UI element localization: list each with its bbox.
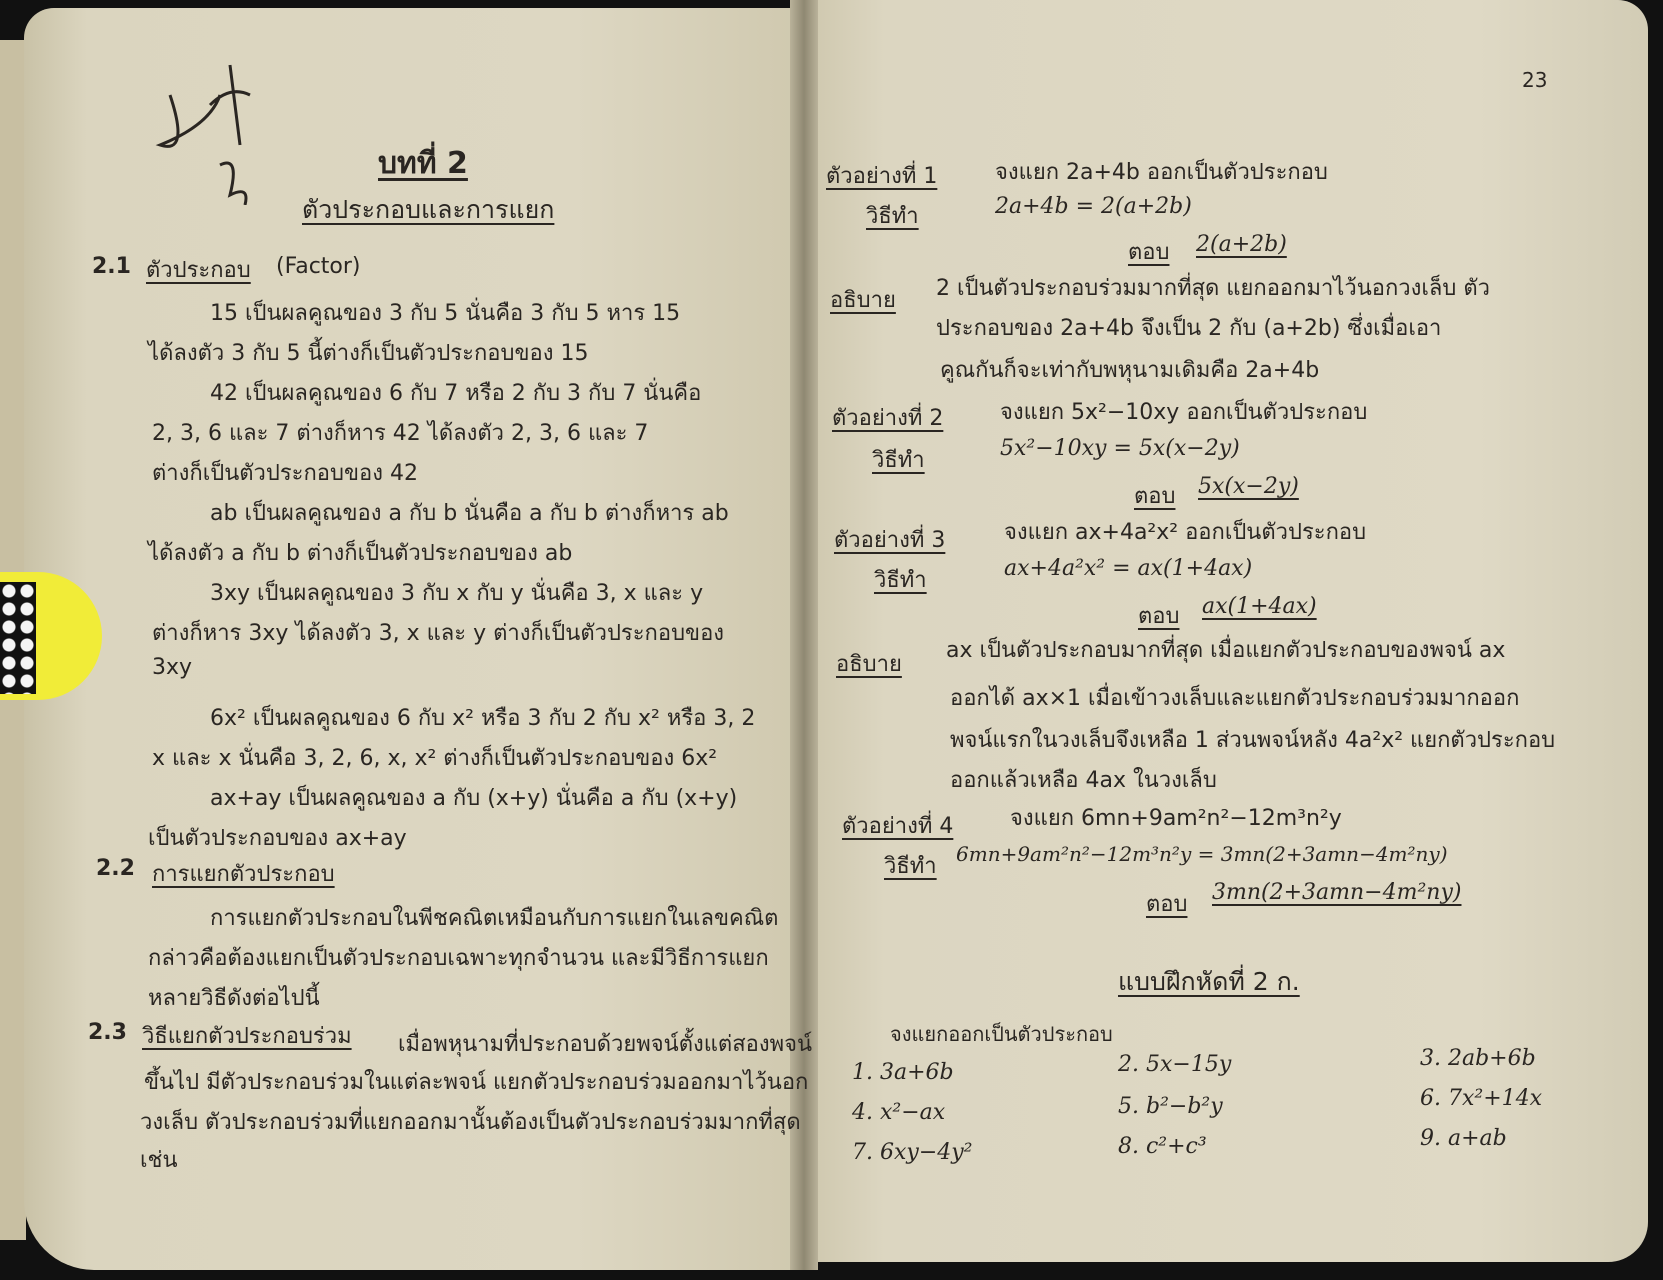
text-line: 3xy เป็นผลคูณของ 3 กับ x กับ y นั่นคือ 3, x และ y [210,581,704,606]
handwritten-signature [150,55,270,205]
text-line: ขึ้นไป มีตัวประกอบร่วมในแต่ละพจน์ แยกตัวประกอบร่วมออกมาไว้นอก [144,1070,809,1095]
text-line: เมื่อพหุนามที่ประกอบด้วยพจน์ตั้งแต่สองพจน์ [398,1032,813,1057]
method-label: วิธีทำ [872,448,925,473]
text-line: 6x² เป็นผลคูณของ 6 กับ x² หรือ 3 กับ 2 กับ x² หรือ 3, 2 [210,706,756,731]
example-label: ตัวอย่างที่ 3 [834,528,946,553]
exercise-item: 3. 2ab+6b [1420,1046,1536,1071]
exercise-instruction: จงแยกออกเป็นตัวประกอบ [890,1022,1113,1046]
exercise-item: 8. c²+c³ [1118,1134,1207,1159]
section-number: 2.2 [96,856,135,881]
answer-label: ตอบ [1134,484,1176,509]
text-line: ab เป็นผลคูณของ a กับ b นั่นคือ a กับ b ต่างก็หาร ab [210,501,729,526]
exercise-item: 6. 7x²+14x [1420,1086,1543,1111]
answer-text: 2(a+2b) [1196,232,1287,257]
method-text: 2a+4b = 2(a+2b) [995,194,1192,219]
explain-text: ประกอบของ 2a+4b จึงเป็น 2 กับ (a+2b) ซึ่งเมื่อเอา [936,316,1442,341]
exercise-item: 4. x²−ax [852,1100,946,1125]
text-line: ต่างก็หาร 3xy ได้ลงตัว 3, x และ y ต่างก็เป็นตัวประกอบของ [152,621,725,646]
text-line: 3xy [152,655,193,680]
answer-text: 3mn(2+3amn−4m²ny) [1212,880,1462,905]
answer-label: ตอบ [1138,604,1180,629]
explain-label: อธิบาย [836,652,902,677]
method-label: วิธีทำ [866,204,919,229]
explain-label: อธิบาย [830,288,896,313]
section-number: 2.3 [88,1020,127,1045]
explain-text: พจน์แรกในวงเล็บจึงเหลือ 1 ส่วนพจน์หลัง 4a²x² แยกตัวประกอบ [950,728,1556,753]
text-line: 42 เป็นผลคูณของ 6 กับ 7 หรือ 2 กับ 3 กับ 7 นั่นคือ [210,381,702,406]
text-line: การแยกตัวประกอบในพีชคณิตเหมือนกับการแยกในเลขคณิต [210,906,779,931]
text-line: เป็นตัวประกอบของ ax+ay [148,826,407,851]
method-label: วิธีทำ [874,568,927,593]
exercise-title: แบบฝึกหัดที่ 2 ก. [1118,967,1300,996]
text-line: 15 เป็นผลคูณของ 3 กับ 5 นั่นคือ 3 กับ 5 หาร 15 [210,301,681,326]
example-text: จงแยก 5x²−10xy ออกเป็นตัวประกอบ [1000,400,1368,425]
chapter-heading: บทที่ 2 [378,146,468,181]
method-text: ax+4a²x² = ax(1+4ax) [1004,556,1253,581]
method-text: 6mn+9am²n²−12m³n²y = 3mn(2+3amn−4m²ny) [956,842,1448,866]
answer-text: 5x(x−2y) [1198,474,1299,499]
section-title: วิธีแยกตัวประกอบร่วม [142,1024,352,1049]
example-text: จงแยก 6mn+9am²n²−12m³n²y [1010,806,1342,831]
exercise-item: 2. 5x−15y [1118,1052,1232,1077]
explain-text: ax เป็นตัวประกอบมากที่สุด เมื่อแยกตัวประกอบของพจน์ ax [946,638,1506,663]
explain-text: คูณกันก็จะเท่ากับพหุนามเดิมคือ 2a+4b [940,358,1320,383]
answer-label: ตอบ [1128,240,1170,265]
text-line: หลายวิธีดังต่อไปนี้ [148,986,320,1011]
exercise-item: 9. a+ab [1420,1126,1507,1151]
text-line: x และ x นั่นคือ 3, 2, 6, x, x² ต่างก็เป็นตัวประกอบของ 6x² [152,746,718,771]
section-title: ตัวประกอบ [146,258,251,283]
example-label: ตัวอย่างที่ 4 [842,814,954,839]
method-label: วิธีทำ [884,854,937,879]
text-line: วงเล็บ ตัวประกอบร่วมที่แยกออกมานั้นต้องเป็นตัวประกอบร่วมมากที่สุด [140,1110,801,1135]
text-line: ได้ลงตัว a กับ b ต่างก็เป็นตัวประกอบของ ab [148,541,573,566]
text-line: ได้ลงตัว 3 กับ 5 นี้ต่างก็เป็นตัวประกอบของ 15 [148,341,589,366]
text-line: ต่างก็เป็นตัวประกอบของ 42 [152,461,418,486]
explain-text: ออกได้ ax×1 เมื่อเข้าวงเล็บและแยกตัวประกอบร่วมมากออก [950,686,1520,711]
text-line: ax+ay เป็นผลคูณของ a กับ (x+y) นั่นคือ a กับ (x+y) [210,786,738,811]
clip-dots [0,582,36,694]
exercise-item: 1. 3a+6b [852,1060,954,1085]
example-text: จงแยก ax+4a²x² ออกเป็นตัวประกอบ [1004,520,1367,545]
answer-text: ax(1+4ax) [1202,594,1317,619]
page-number: 23 [1522,68,1548,92]
method-text: 5x²−10xy = 5x(x−2y) [1000,436,1240,461]
text-line: กล่าวคือต้องแยกเป็นตัวประกอบเฉพาะทุกจำนวน และมีวิธีการแยก [148,946,769,971]
explain-text: ออกแล้วเหลือ 4ax ในวงเล็บ [950,768,1217,793]
exercise-item: 5. b²−b²y [1118,1094,1223,1119]
example-text: จงแยก 2a+4b ออกเป็นตัวประกอบ [995,160,1328,185]
example-label: ตัวอย่างที่ 2 [832,406,944,431]
chapter-title: ตัวประกอบและการแยก [302,195,555,224]
text-line: 2, 3, 6 และ 7 ต่างก็หาร 42 ได้ลงตัว 2, 3, 6 และ 7 [152,421,649,446]
exercise-item: 7. 6xy−4y² [852,1140,973,1165]
text-line: เช่น [140,1148,178,1173]
section-title: การแยกตัวประกอบ [152,862,335,887]
section-suffix: (Factor) [276,254,361,279]
explain-text: 2 เป็นตัวประกอบร่วมมากที่สุด แยกออกมาไว้นอกวงเล็บ ตัว [936,276,1490,301]
section-number: 2.1 [92,254,131,279]
answer-label: ตอบ [1146,892,1188,917]
example-label: ตัวอย่างที่ 1 [826,164,938,189]
